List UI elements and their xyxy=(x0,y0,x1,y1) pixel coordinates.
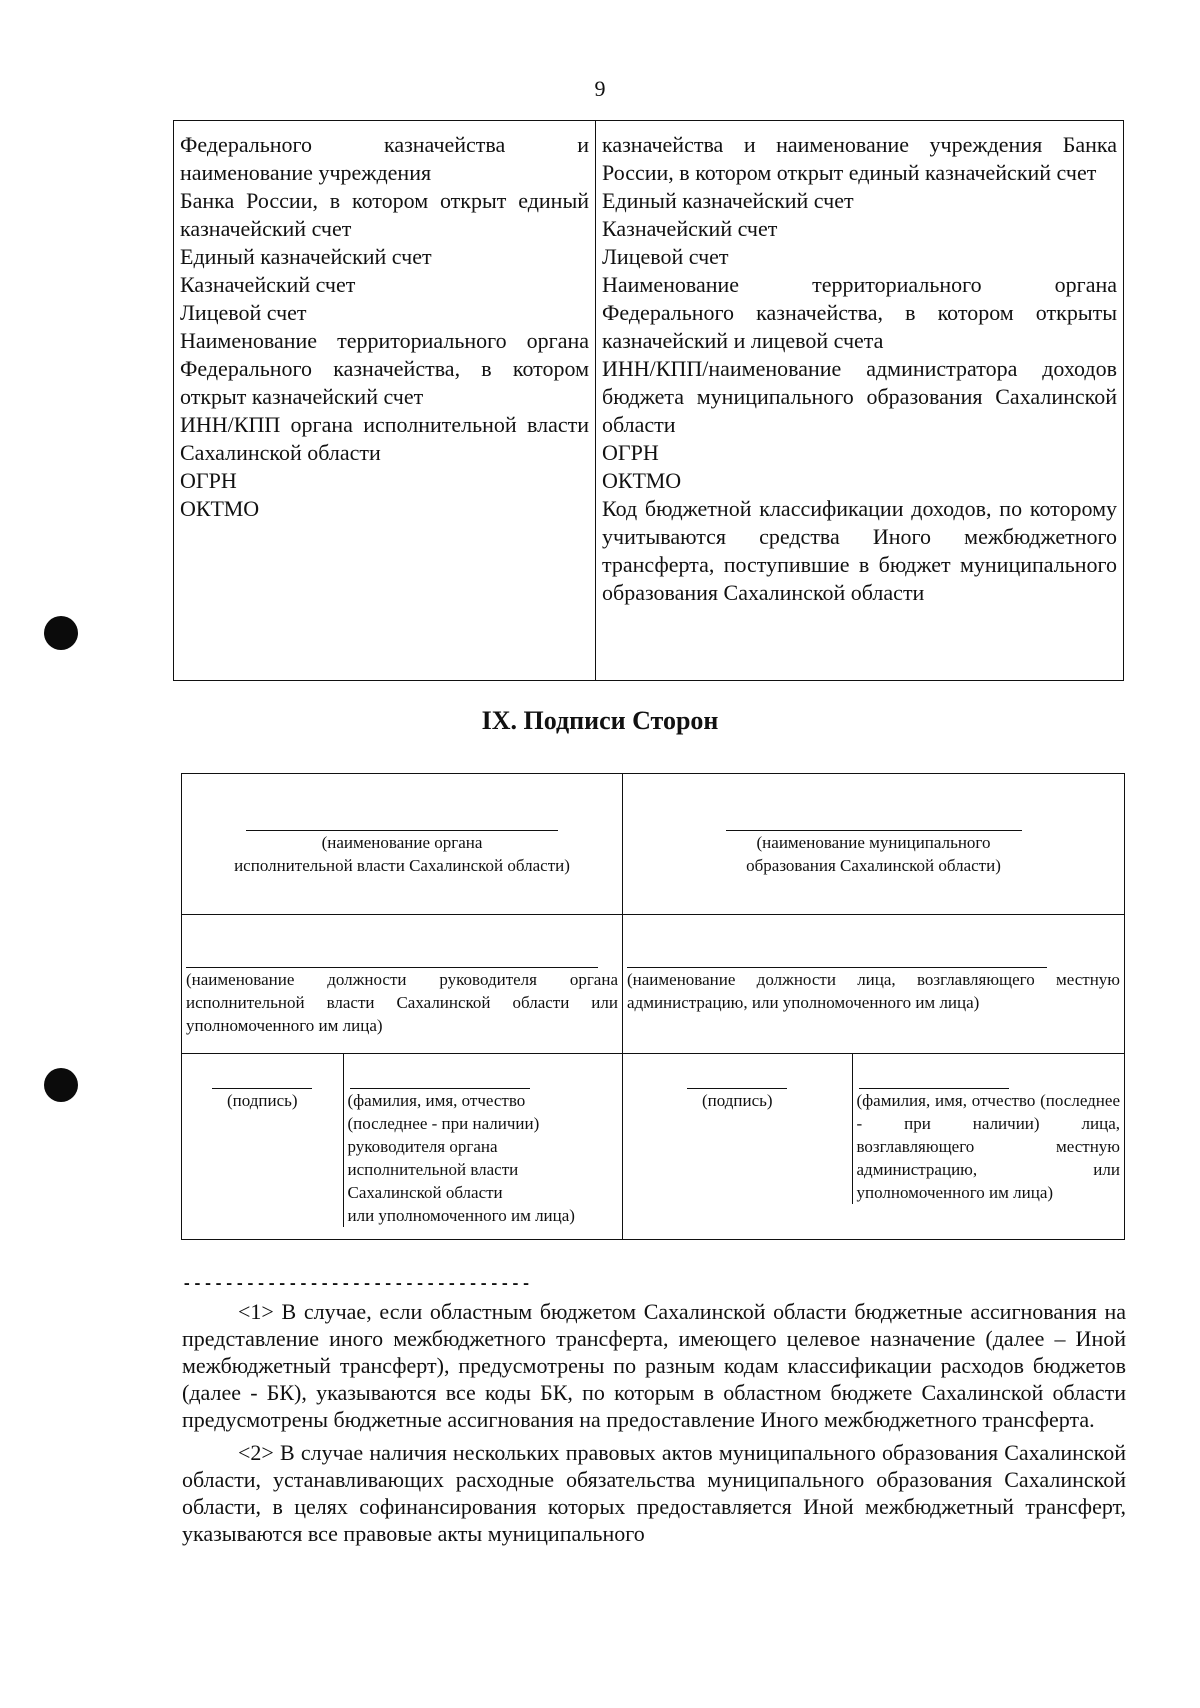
signature-cell xyxy=(623,1054,852,1204)
details-line: ИНН/КПП органа исполнительной власти Сахалинской области xyxy=(180,412,589,465)
footnote-2: <2> В случае наличия нескольких правовых актов муниципального образования Сахалинской области, устанавливающих расходные обязательства муниципального образования Сахалинской области, в целях софинансирования которых предоставляется Иной межбюджетный трансферт, указываются все правовые акты муниципального xyxy=(182,1440,1126,1546)
position-caption: (наименование должности лица, возглавляющего местную администрацию, или уполномоченного им лица) xyxy=(627,970,1120,1012)
right-position-cell xyxy=(623,915,1125,1054)
details-line: Единый казначейский счет xyxy=(180,244,432,269)
details-line: Казначейский счет xyxy=(602,216,778,241)
full-name-cell xyxy=(343,1054,622,1227)
org-caption: исполнительной власти Сахалинской области) xyxy=(234,856,570,875)
footnote-divider: --------------------------------- xyxy=(182,1275,532,1293)
details-line: ОГРН xyxy=(602,440,659,465)
details-line: ОГРН xyxy=(180,468,237,493)
details-line: Наименование территориального органа Федерального казначейства, в котором открыт казначейский счет xyxy=(180,328,589,409)
details-line: Федерального казначейства и наименование учреждения xyxy=(180,132,589,185)
signature-cell xyxy=(182,1054,343,1227)
party-one-details xyxy=(174,121,596,681)
details-line: Наименование территориального органа Федерального казначейства, в котором открыты казначейский и лицевой счета xyxy=(602,272,1117,353)
details-line: Казначейский счет xyxy=(180,272,356,297)
org-caption: (наименование муниципального xyxy=(756,833,991,852)
signature-caption: (подпись) xyxy=(701,1091,773,1110)
details-line: Лицевой счет xyxy=(180,300,307,325)
full-name-cell xyxy=(852,1054,1124,1204)
org-caption: образования Сахалинской области) xyxy=(746,856,1001,875)
party-two-details xyxy=(596,121,1124,681)
details-line: Банка России, в котором открыт единый казначейский счет xyxy=(180,188,589,241)
right-org-cell xyxy=(623,774,1125,915)
details-line: ОКТМО xyxy=(180,496,260,521)
details-line: Код бюджетной классификации доходов, по которому учитываются средства Иного межбюджетного трансферта, поступившие в бюджет муниципального образования Сахалинской области xyxy=(602,496,1117,605)
footnote-1: <1> В случае, если областным бюджетом Сахалинской области бюджетные ассигнования на представление иного межбюджетного трансферта, имеющего целевое назначение (далее – Иной межбюджетный трансферт), предусмотрены по разным кодам классификации расходов бюджетов (далее - БК), указываются все коды БК, по которым в областном бюджете Сахалинской области предусмотрены бюджетные ассигнования на предоставление Иного межбюджетного трансферта. xyxy=(182,1299,1126,1432)
section-title: IX. Подписи Сторон xyxy=(481,706,719,735)
full-name-caption: (фамилия, имя, отчество (последнее - при наличии) руководителя органа исполнительной власти Сахалинской области или уполномоченного им лица) xyxy=(347,1091,575,1225)
punch-hole xyxy=(44,616,78,650)
right-signature-row xyxy=(623,1054,1125,1240)
full-name-caption: (фамилия, имя, отчество (последнее - при наличии) лица, возглавляющего местную администрацию, или уполномоченного им лица) xyxy=(856,1091,1120,1202)
page-number: 9 xyxy=(594,76,606,101)
details-line: ИНН/КПП/наименование администратора доходов бюджета муниципального образования Сахалинской области xyxy=(602,356,1117,437)
details-line: Лицевой счет xyxy=(602,244,729,269)
details-line: ОКТМО xyxy=(602,468,682,493)
bank-details-table xyxy=(173,120,1124,681)
position-caption: (наименование должности руководителя органа исполнительной власти Сахалинской области или уполномоченного им лица) xyxy=(186,970,618,1035)
punch-hole xyxy=(44,1068,78,1102)
signature-caption: (подпись) xyxy=(226,1091,298,1110)
left-signature-row xyxy=(182,1054,623,1240)
left-org-cell xyxy=(182,774,623,915)
org-caption: (наименование органа xyxy=(321,833,483,852)
footnotes xyxy=(182,1270,1126,1553)
details-line: казначейства и наименование учреждения Банка России, в котором открыт единый казначейский счет xyxy=(602,132,1117,185)
details-line: Единый казначейский счет xyxy=(602,188,854,213)
left-position-cell xyxy=(182,915,623,1054)
signatures-table xyxy=(181,773,1125,1240)
